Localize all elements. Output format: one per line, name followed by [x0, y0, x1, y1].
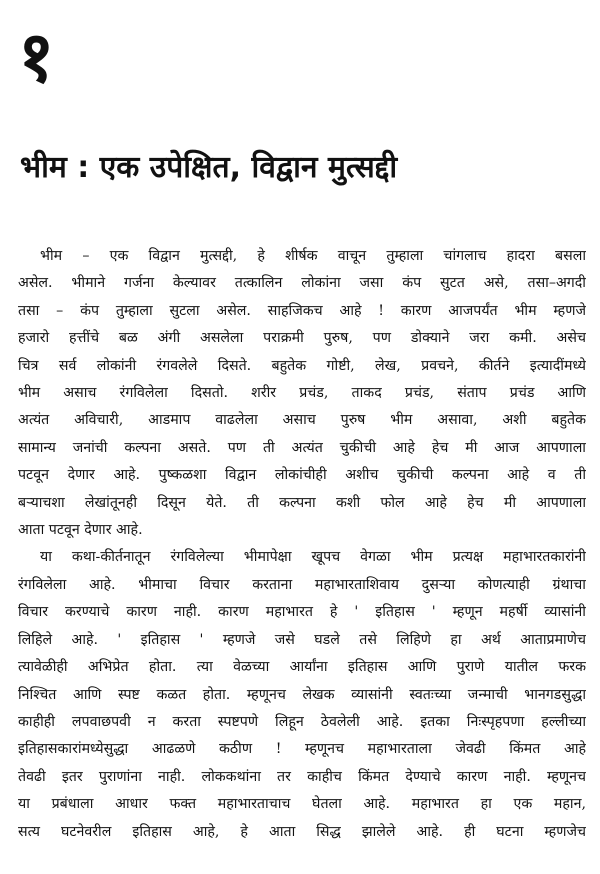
- text-line: तेवढी इतर पुराणांना नाही. लोककथांना तर काहीच किंमत देण्याचे कारण नाही. म्हणूनच: [18, 768, 586, 785]
- chapter-number: १: [18, 15, 55, 98]
- text-line: इतिहासकारांमध्येसुद्धा आढळणे कठीण ! म्हणूनच महाभारताला जेवढी किंमत आहे: [18, 741, 586, 758]
- text-line: आता पटवून देणार आहे.: [18, 522, 143, 539]
- chapter-title: भीम : एक उपेक्षित, विद्वान मुत्सद्दी: [20, 150, 398, 185]
- text-line: सत्य घटनेवरील इतिहास आहे, हे आता सिद्ध झालेले आहे. ही घटना म्हणजेच: [18, 823, 586, 840]
- text-line: बऱ्याचशा लेखांतूनही दिसून येते. ती कल्पना कशी फोल आहे हेच मी आपणाला: [18, 494, 586, 511]
- chapter-body: [18, 243, 586, 846]
- text-line: काहीही लपवाछपवी न करता स्पष्टपणे लिहून ठेवलेली आहे. इतका निःस्पृहपणा हल्लीच्या: [18, 713, 586, 730]
- text-line: पटवून देणार आहे. पुष्कळशा विद्वान लोकांचीही अशीच चुकीची कल्पना आहे व ती: [18, 467, 586, 484]
- text-line: रंगविलेला आहे. भीमाचा विचार करताना महाभारताशिवाय दुसऱ्या कोणत्याही ग्रंथाचा: [18, 576, 586, 593]
- text-line: भीम असाच रंगविलेला दिसतो. शरीर प्रचंड, ताकद प्रचंड, संताप प्रचंड आणि: [18, 385, 586, 402]
- text-line: या कथा-कीर्तनातून रंगविलेल्या भीमापेक्षा खूपच वेगळा भीम प्रत्यक्ष महाभारतकारांनी: [40, 549, 586, 566]
- text-line: या प्रबंधाला आधार फक्त महाभारताचाच घेतला आहे. महाभारत हा एक महान,: [18, 796, 586, 813]
- text-line: लिहिले आहे. ' इतिहास ' म्हणजे जसे घडले तसे लिहिणे हा अर्थ आताप्रमाणेच: [18, 631, 586, 648]
- text-line: असेल. भीमाने गर्जना केल्यावर तत्कालिन लोकांना जसा कंप सुटत असे, तसा–अगदी: [18, 275, 586, 292]
- text-line: चित्र सर्व लोकांनी रंगवलेले दिसते. बहुतेक गोष्टी, लेख, प्रवचने, कीर्तने इत्यादींमध्ये: [18, 357, 586, 374]
- text-line: निश्चित आणि स्पष्ट कळत होता. म्हणूनच लेखक व्यासांनी स्वतःच्या जन्माची भानगडसुद्धा: [18, 686, 586, 703]
- text-line: सामान्य जनांची कल्पना असते. पण ती अत्यंत चुकीची आहे हेच मी आज आपणाला: [18, 439, 586, 456]
- text-line: अत्यंत अविचारी, आडमाप वाढलेला असाच पुरुष भीम असावा, अशी बहुतेक: [18, 412, 586, 429]
- text-line: तसा – कंप तुम्हाला सुटला असेल. साहजिकच आहे ! कारण आजपर्यंत भीम म्हणजे: [18, 302, 586, 319]
- text-line: हजारो हत्तींचे बळ अंगी असलेला पराक्रमी पुरुष, पण डोक्याने जरा कमी. असेच: [18, 330, 586, 347]
- text-line: विचार करण्याचे कारण नाही. कारण महाभारत हे ' इतिहास ' म्हणून महर्षी व्यासांनी: [18, 604, 586, 621]
- text-line: भीम – एक विद्वान मुत्सद्दी, हे शीर्षक वाचून तुम्हाला चांगलाच हादरा बसला: [40, 248, 586, 264]
- text-line: त्यावेळीही अभिप्रेत होता. त्या वेळच्या आर्यांना इतिहास आणि पुराणे यातील फरक: [18, 659, 586, 676]
